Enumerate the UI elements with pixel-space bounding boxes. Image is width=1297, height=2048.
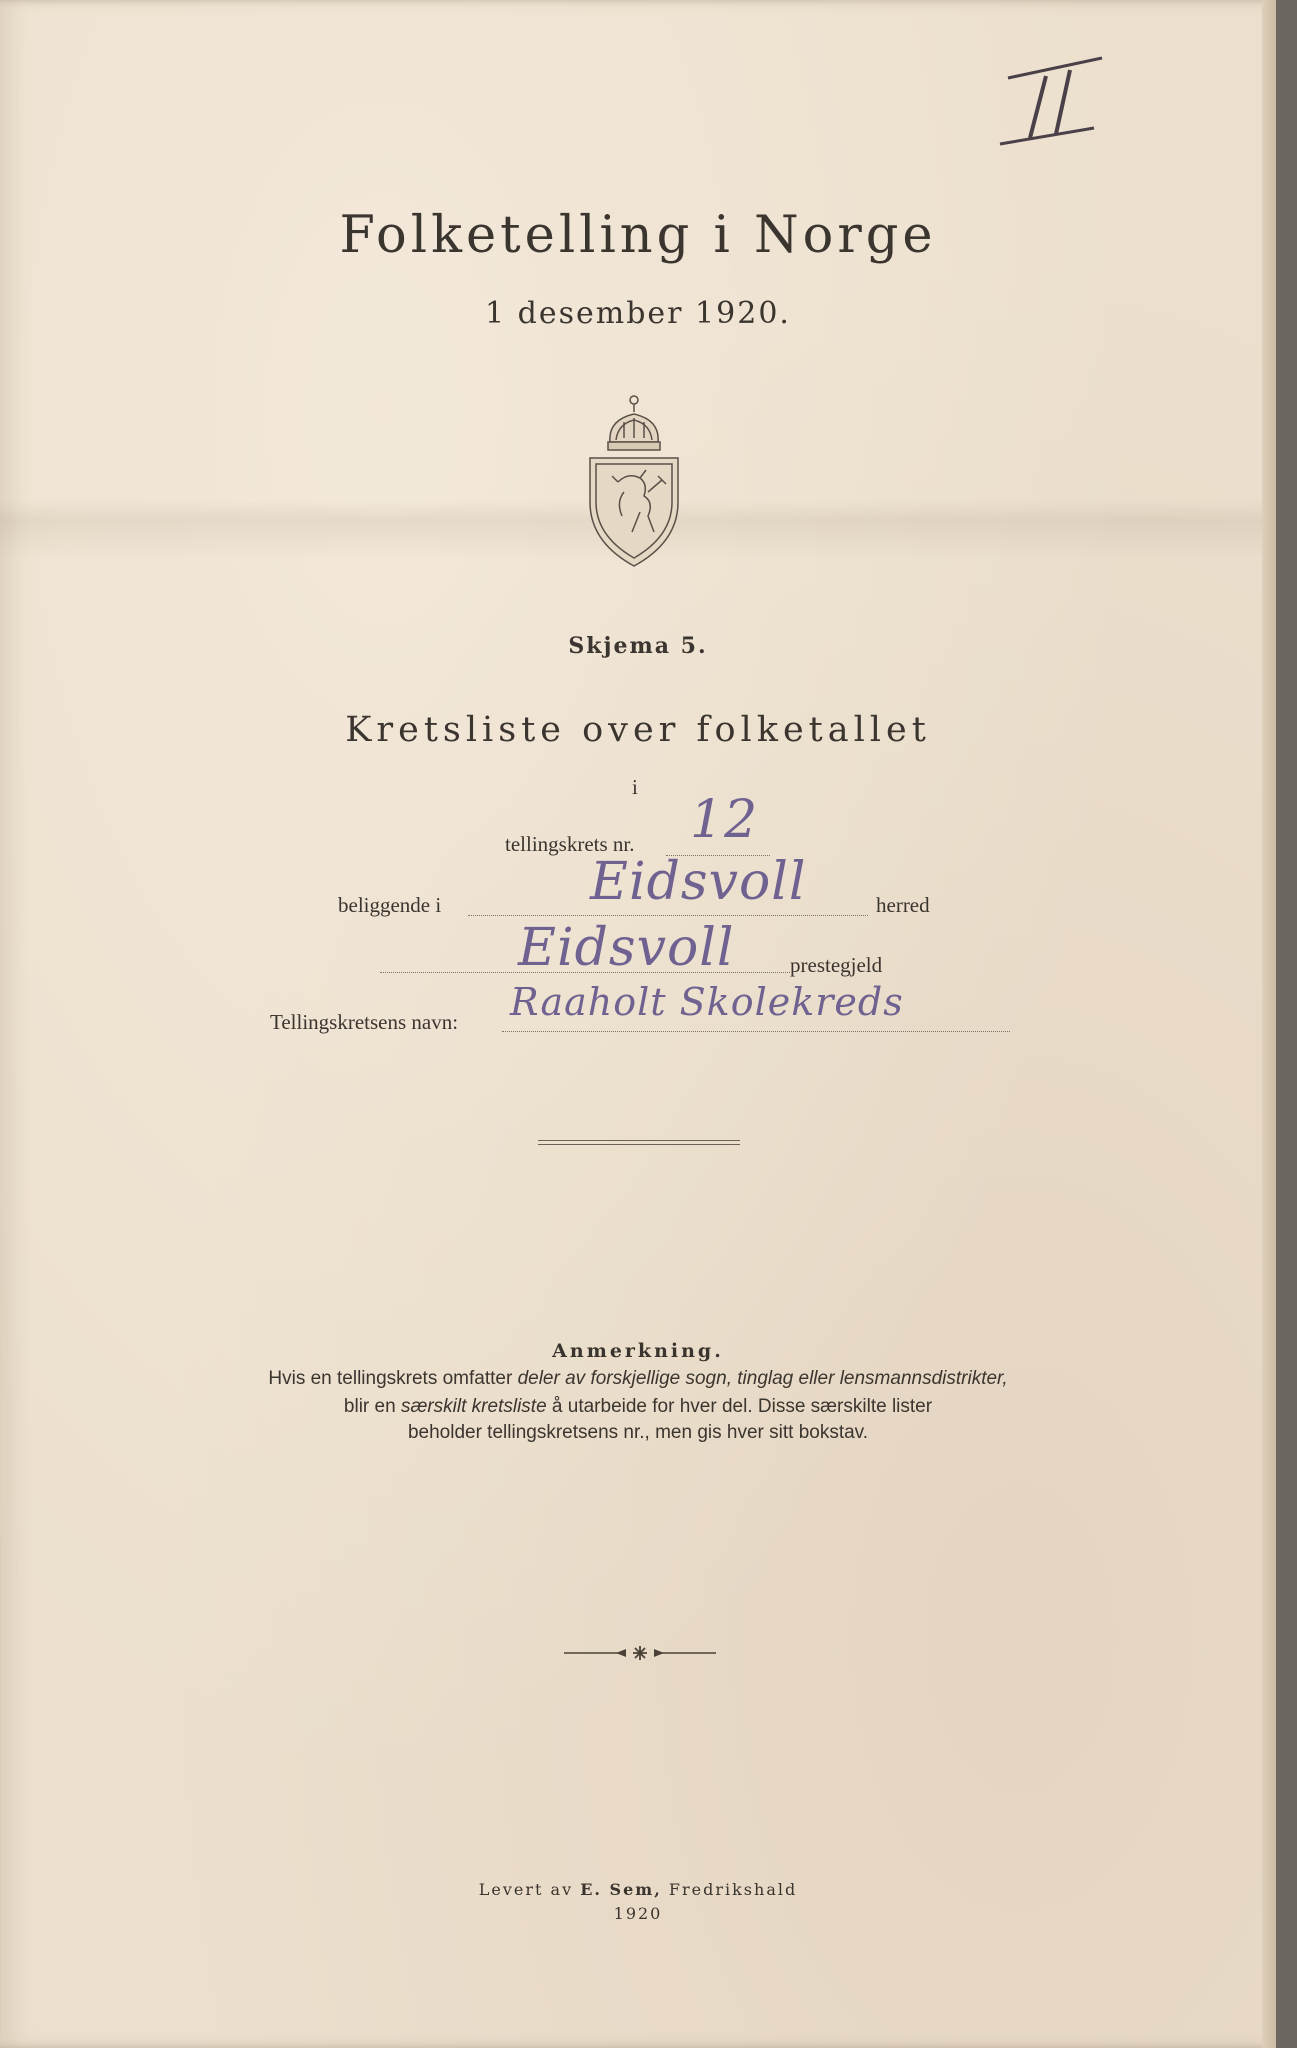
tellingskrets-label: tellingskrets nr. (505, 832, 635, 856)
form-subtitle: Kretsliste over folketallet (345, 710, 931, 750)
printer-line (0, 1880, 1276, 1899)
note-line-3: beholder tellingskretsens nr., men gis hver sitt bokstav. (407, 1422, 869, 1443)
printer-year: 1920 (613, 1904, 663, 1923)
document-title: Folketelling i Norge (339, 206, 937, 265)
navn-underline (502, 1031, 1010, 1032)
prestegjeld-value: Eidsvoll (518, 918, 735, 978)
printer-levert: Levert av (478, 1880, 581, 1899)
herred-value: Eidsvoll (590, 852, 807, 912)
preposition-i: i (632, 775, 638, 799)
note-line-2-b: særskilt kretsliste (400, 1396, 547, 1417)
note-line-1 (0, 1368, 1276, 1390)
prestegjeld-label: prestegjeld (790, 953, 883, 977)
note-line-2-c: å utarbeide for hver del. Disse særskilte lister (546, 1396, 933, 1417)
tellingskrets-value: 12 (690, 790, 759, 850)
herred-underline (468, 915, 868, 916)
archive-mark-roman-two (990, 50, 1110, 150)
note-title: Anmerkning. (552, 1340, 724, 1362)
section-divider (538, 1140, 740, 1141)
section-divider-second (538, 1144, 740, 1145)
norwegian-coat-of-arms-icon (588, 392, 680, 568)
beliggende-label: beliggende i (338, 893, 442, 917)
printer-name: E. Sem, (580, 1880, 662, 1899)
note-line-2-a: blir en (343, 1396, 401, 1417)
navn-value: Raaholt Skolekreds (510, 980, 904, 1024)
printer-place: Fredrikshald (661, 1880, 798, 1899)
note-line-1-a: Hvis en tellingskrets omfatter (268, 1368, 518, 1389)
herred-label: herred (876, 893, 930, 917)
navn-label: Tellingskretsens navn: (270, 1010, 459, 1034)
census-date: 1 desember 1920. (485, 296, 791, 331)
note-line-1-b: deler av forskjellige sogn, tinglag eller lensmannsdistrikter, (517, 1368, 1008, 1389)
ornament-divider-icon (560, 1643, 720, 1663)
schema-number: Skjema 5. (568, 633, 708, 659)
note-line-2 (0, 1396, 1276, 1418)
